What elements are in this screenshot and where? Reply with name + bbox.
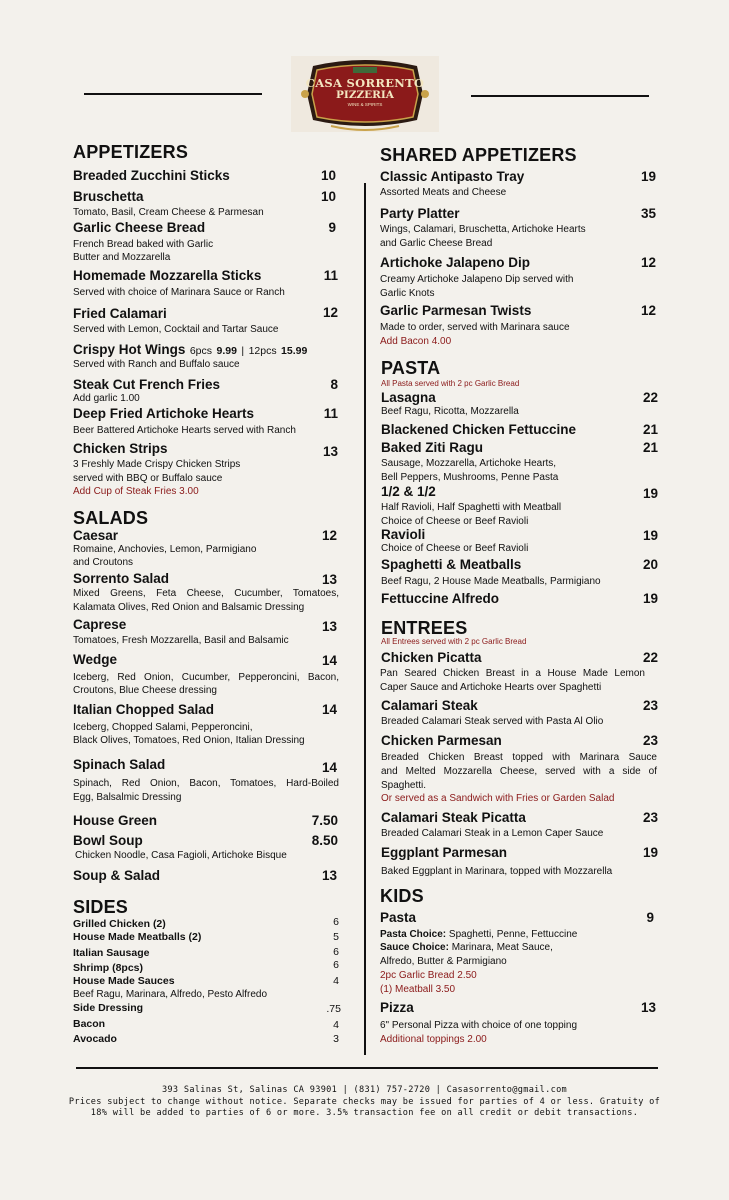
menu-item-desc: Beer Battered Artichoke Hearts served with Ranch [73, 425, 296, 436]
column-divider [364, 183, 366, 1055]
menu-item-price: 8 [330, 377, 338, 392]
side-item-price: 6 [333, 959, 339, 971]
menu-item-name: Fettuccine Alfredo [381, 591, 500, 606]
menu-item-desc: Spinach, Red Onion, Bacon, Tomatoes, Hard-Boiled [73, 778, 339, 789]
menu-item-desc: Tomatoes, Fresh Mozzarella, Basil and Balsamic [73, 635, 289, 646]
footer-contact: 393 Salinas St, Salinas CA 93901 | (831) 757-2720 | Casasorrento@gmail.com [161, 1085, 568, 1095]
menu-item-price: 19 [640, 169, 656, 184]
menu-item-price: 14 [321, 760, 337, 775]
menu-item-price: 23 [642, 810, 658, 825]
menu-item-name: Italian Chopped Salad [73, 702, 215, 717]
menu-item-desc: Creamy Artichoke Jalapeno Dip served with [380, 274, 574, 285]
menu-item-desc: served with BBQ or Buffalo sauce [73, 473, 223, 484]
side-item-name: Avocado [73, 1033, 117, 1045]
menu-item-price: 13 [321, 868, 337, 883]
menu-item-price: 20 [642, 557, 658, 572]
appetizers-title: APPETIZERS [73, 142, 189, 162]
menu-item-desc: and Melted Mozzarella Cheese, served with a side of [381, 766, 657, 777]
kids-title: KIDS [380, 886, 424, 906]
menu-item-price: 9 [328, 220, 336, 235]
menu-item-desc: Wings, Calamari, Bruschetta, Artichoke Hearts [380, 224, 586, 235]
menu-item-desc: Spaghetti. [381, 780, 427, 791]
menu-item-name: Classic Antipasto Tray [380, 169, 525, 184]
menu-item-price: 9 [646, 910, 654, 925]
menu-item-name: Artichoke Jalapeno Dip [380, 255, 531, 270]
side-item-price: 4 [333, 975, 339, 987]
kids-sauce-choice [380, 941, 553, 955]
menu-item-desc: Butter and Mozzarella [73, 252, 171, 263]
menu-item-name: House Green [73, 813, 158, 828]
side-item-desc: Beef Ragu, Marinara, Alfredo, Pesto Alfredo [73, 989, 267, 1000]
menu-item-price: 10 [320, 189, 336, 204]
menu-item-addon: Add Bacon 4.00 [380, 336, 452, 347]
menu-item-price: 21 [642, 440, 658, 455]
menu-item-desc: Chicken Noodle, Casa Fagioli, Artichoke Bisque [75, 850, 287, 861]
menu-item-name: Spaghetti & Meatballs [381, 557, 522, 572]
menu-item-desc: Breaded Calamari Steak in a Lemon Caper Sauce [381, 828, 604, 839]
menu-item-name: Eggplant Parmesan [381, 845, 508, 860]
restaurant-logo [291, 56, 439, 132]
menu-item-desc: Served with choice of Marinara Sauce or Ranch [73, 287, 285, 298]
menu-item-name: Steak Cut French Fries [73, 377, 221, 392]
menu-item-desc: Beef Ragu, 2 House Made Meatballs, Parmigiano [381, 576, 601, 587]
menu-item-desc: Tomato, Basil, Cream Cheese & Parmesan [73, 207, 264, 218]
menu-item-price: 13 [321, 572, 337, 587]
side-item-price: 4 [333, 1019, 339, 1031]
menu-item-name: Pasta [380, 910, 417, 925]
entrees-title: ENTREES [381, 618, 468, 638]
menu-item-name: Breaded Zucchini Sticks [73, 168, 230, 183]
menu-item-name: Baked Ziti Ragu [381, 440, 484, 455]
sauce-choice-label: Sauce Choice: [380, 942, 449, 953]
menu-item-desc: Breaded Calamari Steak served with Pasta Al Olio [381, 716, 604, 727]
side-item-name: Side Dressing [73, 1002, 144, 1014]
menu-item-desc: 6" Personal Pizza with choice of one topping [380, 1020, 578, 1031]
menu-item-price: 12 [321, 528, 337, 543]
menu-item-desc: Assorted Meats and Cheese [380, 187, 507, 198]
menu-item-addon: Or served as a Sandwich with Fries or Garden Salad [381, 793, 615, 804]
menu-item-desc: Bell Peppers, Mushrooms, Penne Pasta [381, 472, 559, 483]
sauce-choice-values: Marinara, Meat Sauce, [448, 942, 553, 953]
menu-item-desc: Romaine, Anchovies, Lemon, Parmigiano [73, 544, 257, 555]
menu-item-desc: Breaded Chicken Breast topped with Marinara Sauce [381, 752, 657, 763]
menu-item-desc: 3 Freshly Made Crispy Chicken Strips [73, 459, 241, 470]
menu-item-desc: Served with Lemon, Cocktail and Tartar Sauce [73, 324, 279, 335]
logo-line1: CASA SORRENTO [305, 76, 425, 90]
menu-item-addon: Add Cup of Steak Fries 3.00 [73, 486, 199, 497]
menu-item-name: Chicken Parmesan [381, 733, 502, 748]
menu-item-desc: Sausage, Mozzarella, Artichoke Hearts, [381, 458, 557, 469]
footer-notice: 18% will be added to parties of 6 or more. 3.5% transaction fee on all credit or debit transactions. [90, 1108, 639, 1118]
logo-line3: WINE & SPIRITS [347, 102, 383, 107]
header-rule-right [471, 95, 649, 97]
menu-item-desc: and Garlic Cheese Bread [380, 238, 493, 249]
menu-item-name: Calamari Steak Picatta [381, 810, 526, 825]
footer-rule [76, 1067, 658, 1069]
menu-item-desc: French Bread baked with Garlic [73, 239, 214, 250]
entrees-note: All Entrees served with 2 pc Garlic Bread [381, 637, 527, 646]
menu-item-desc: Croutons, Blue Cheese dressing [73, 685, 217, 696]
side-item-name: Shrimp (8pcs) [73, 962, 144, 974]
menu-item-price: 19 [642, 845, 658, 860]
side-item-price: .75 [326, 1003, 341, 1015]
menu-item-price: 19 [642, 591, 658, 606]
menu-item-desc: Kalamata Olives, Red Onion and Balsamic Dressing [73, 602, 305, 613]
menu-item-name: Caprese [73, 617, 127, 632]
menu-item-price: 23 [642, 733, 658, 748]
side-item-name: Bacon [73, 1018, 106, 1030]
menu-item-price: 12 [322, 305, 338, 320]
pasta-choice-values: Spaghetti, Penne, Fettuccine [446, 929, 578, 940]
sides-title: SIDES [73, 897, 129, 917]
menu-item-desc: Iceberg, Chopped Salami, Pepperoncini, [73, 722, 253, 733]
side-item-price: 5 [333, 931, 339, 943]
wings-price-12: 15.99 [281, 345, 308, 357]
wings-separator: | [241, 345, 245, 357]
shared-appetizers-title: SHARED APPETIZERS [380, 145, 577, 165]
menu-item-desc: Choice of Cheese or Beef Ravioli [381, 516, 529, 527]
menu-item-desc: Choice of Cheese or Beef Ravioli [381, 543, 529, 554]
menu-item-desc: Served with Ranch and Buffalo sauce [73, 359, 240, 370]
side-item-name: House Made Sauces [73, 975, 175, 987]
menu-item-name: Bruschetta [73, 189, 144, 204]
menu-item-name: Calamari Steak [381, 698, 478, 713]
footer-notice: Prices subject to change without notice. Separate checks may be issued for parties of 4 or less. Gratuity of [68, 1097, 661, 1107]
menu-item-desc: Mixed Greens, Feta Cheese, Cucumber, Tomatoes, [73, 588, 339, 599]
menu-item-desc: Baked Eggplant in Marinara, topped with Mozzarella [381, 866, 613, 877]
menu-item-desc: Half Ravioli, Half Spaghetti with Meatball [381, 502, 562, 513]
menu-item-price: 8.50 [311, 833, 338, 848]
menu-item-desc: Iceberg, Red Onion, Cucumber, Pepperoncini, Bacon, [73, 672, 339, 683]
menu-item-name: Blackened Chicken Fettuccine [381, 422, 577, 437]
menu-item-desc: Garlic Knots [380, 288, 435, 299]
menu-item-name: Lasagna [381, 390, 436, 405]
menu-item-addon: 2pc Garlic Bread 2.50 [380, 970, 477, 981]
menu-item-name: Garlic Parmesan Twists [380, 303, 532, 318]
wings-line [73, 341, 307, 359]
side-item-price: 6 [333, 916, 339, 928]
side-item-name: Italian Sausage [73, 947, 150, 959]
logo-line2: PIZZERIA [336, 89, 394, 101]
pasta-note: All Pasta served with 2 pc Garlic Bread [381, 379, 520, 388]
menu-item-name: Chicken Picatta [381, 650, 482, 665]
menu-item-desc: and Croutons [73, 557, 134, 568]
header-rule-left [84, 93, 262, 95]
menu-item-price: 7.50 [311, 813, 338, 828]
menu-item-price: 11 [323, 406, 338, 421]
side-item-name: House Made Meatballs (2) [73, 931, 202, 943]
menu-item-price: 12 [640, 303, 656, 318]
menu-item-name: Deep Fried Artichoke Hearts [73, 406, 255, 421]
menu-item-price: 35 [640, 206, 656, 221]
menu-item-name: Garlic Cheese Bread [73, 220, 206, 235]
menu-item-price: 14 [321, 653, 337, 668]
menu-item-price: 11 [323, 268, 338, 283]
menu-item-name: Party Platter [380, 206, 460, 221]
menu-item-name: Chicken Strips [73, 441, 168, 456]
menu-item-name: Homemade Mozzarella Sticks [73, 268, 262, 283]
menu-item-desc: Black Olives, Tomatoes, Red Onion, Italian Dressing [73, 735, 305, 746]
salads-title: SALADS [73, 508, 149, 528]
menu-item-price: 13 [322, 444, 338, 459]
menu-item-price: 21 [642, 422, 658, 437]
menu-item-name: Pizza [380, 1000, 414, 1015]
wings-option-12: 12pcs [248, 345, 277, 357]
menu-item-price: 19 [642, 486, 658, 501]
menu-item-name: Soup & Salad [73, 868, 161, 883]
menu-item-price: 14 [321, 702, 337, 717]
menu-item-name: Sorrento Salad [73, 571, 170, 586]
menu-item-name: Crispy Hot Wings [73, 342, 186, 357]
menu-item-name: Bowl Soup [73, 833, 143, 848]
pasta-choice-label: Pasta Choice: [380, 929, 447, 940]
menu-item-price: 13 [640, 1000, 656, 1015]
wings-price-6: 9.99 [216, 345, 237, 357]
menu-item-desc: Alfredo, Butter & Parmigiano [380, 956, 507, 967]
menu-item-price: 22 [642, 650, 658, 665]
menu-item-name: Caesar [73, 528, 119, 543]
menu-item-desc: Made to order, served with Marinara sauce [380, 322, 570, 333]
side-item-name: Grilled Chicken (2) [73, 918, 166, 930]
wings-option-6: 6pcs [189, 345, 213, 357]
menu-item-addon: Additional toppings 2.00 [380, 1034, 487, 1045]
pasta-title: PASTA [381, 358, 441, 378]
menu-item-desc: Pan Seared Chicken Breast in a House Made Lemon [380, 668, 645, 679]
side-item-price: 3 [333, 1033, 339, 1045]
menu-item-name: Fried Calamari [73, 306, 167, 321]
menu-item-desc: Caper Sauce and Artichoke Hearts over Spaghetti [380, 682, 602, 693]
menu-item-name: Wedge [73, 652, 118, 667]
side-item-price: 6 [333, 946, 339, 958]
menu-item-price: 10 [320, 168, 336, 183]
kids-pasta-choice [380, 928, 577, 942]
menu-item-name: Ravioli [381, 527, 426, 542]
menu-item-price: 12 [640, 255, 656, 270]
menu-item-addon: (1) Meatball 3.50 [380, 984, 456, 995]
menu-item-name: 1/2 & 1/2 [381, 484, 436, 499]
menu-item-price: 23 [642, 698, 658, 713]
menu-item-price: 19 [642, 528, 658, 543]
menu-item-desc: Add garlic 1.00 [73, 393, 140, 404]
menu-item-price: 13 [321, 619, 337, 634]
menu-item-price: 22 [642, 390, 658, 405]
menu-item-desc: Egg, Balsalmic Dressing [73, 792, 182, 803]
menu-item-desc: Beef Ragu, Ricotta, Mozzarella [381, 406, 519, 417]
menu-item-name: Spinach Salad [73, 757, 166, 772]
